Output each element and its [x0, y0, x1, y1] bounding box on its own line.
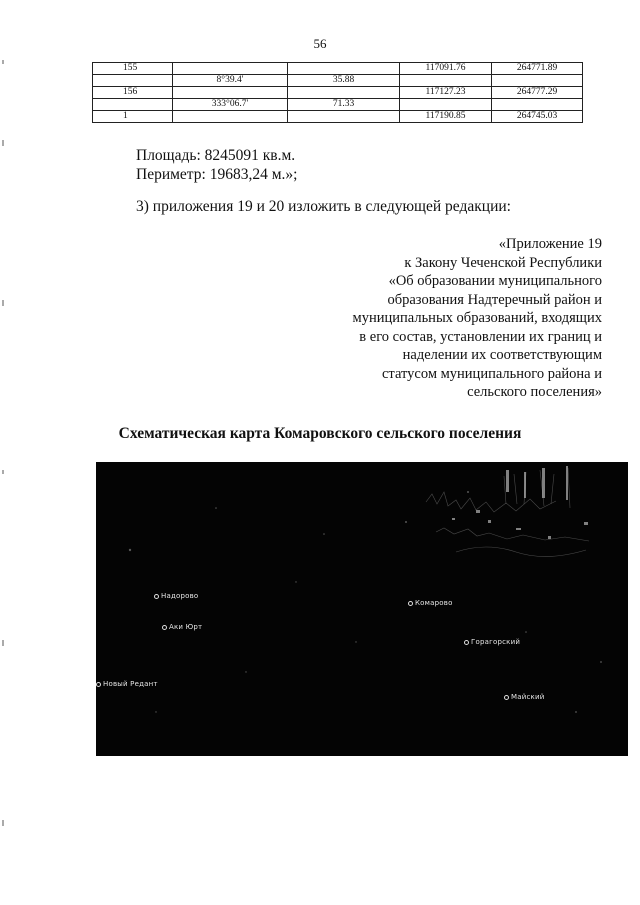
- settlement-marker-icon: [96, 682, 101, 687]
- table-cell-angle: [173, 111, 288, 123]
- map-label-nadorovo: [154, 592, 198, 600]
- settlement-name: Комарово: [415, 599, 453, 607]
- settlement-marker-icon: [464, 640, 469, 645]
- settlement-marker-icon: [162, 625, 167, 630]
- table-cell-y: 264745.03: [492, 111, 583, 123]
- perimeter-text: Периметр: 19683,24 м.»;: [136, 166, 298, 183]
- area-text: Площадь: 8245091 кв.м.: [136, 147, 296, 164]
- table-cell-y: 264777.29: [492, 87, 583, 99]
- map-label-komarovo: [408, 599, 453, 607]
- table-cell-distance: [288, 87, 400, 99]
- table-cell-angle: 8°39.4': [173, 75, 288, 87]
- annex-line: муниципальных образований, входящих: [352, 310, 602, 326]
- table-row: [93, 63, 583, 75]
- settlement-marker-icon: [154, 594, 159, 599]
- settlement-marker-icon: [504, 695, 509, 700]
- annex-line: «Приложение 19: [498, 236, 602, 252]
- table-cell-point: 156: [93, 87, 173, 99]
- annex-line: статусом муниципального района и: [382, 365, 602, 382]
- area-perimeter-block: [136, 146, 297, 184]
- schematic-map: [96, 462, 628, 756]
- table-cell-point: [93, 75, 173, 87]
- map-label-maysky: [504, 693, 544, 701]
- annex-line: к Закону Чеченской Республики: [404, 254, 602, 271]
- annex-line: образования Надтеречный район и: [387, 291, 602, 308]
- table-cell-x: [400, 99, 492, 111]
- table-cell-angle: [173, 87, 288, 99]
- scan-edge-marks: [2, 0, 6, 905]
- table-cell-distance: 71.33: [288, 99, 400, 111]
- table-row: [93, 87, 583, 99]
- table-cell-x: 117091.76: [400, 63, 492, 75]
- table-cell-x: [400, 75, 492, 87]
- table-cell-angle: 333°06.7': [173, 99, 288, 111]
- table-row: [93, 75, 583, 87]
- settlement-name: Аки Юрт: [169, 623, 203, 631]
- table-cell-y: [492, 75, 583, 87]
- annex-heading: [282, 235, 602, 402]
- table-cell-point: 155: [93, 63, 173, 75]
- table-cell-point: [93, 99, 173, 111]
- table-cell-angle: [173, 63, 288, 75]
- annex-line: в его состав, установлении их границ и: [359, 328, 602, 345]
- table-cell-distance: [288, 63, 400, 75]
- settlement-name: Новый Редант: [103, 680, 158, 688]
- map-title: Схематическая карта Комаровского сельского поселения: [118, 425, 522, 442]
- settlement-name: Майский: [511, 693, 545, 701]
- map-label-novy-redant: [96, 680, 158, 688]
- coordinate-table: [92, 62, 583, 123]
- page-number: 56: [313, 36, 327, 51]
- table-row: [93, 99, 583, 111]
- table-cell-x: 117127.23: [400, 87, 492, 99]
- settlement-name: Надорово: [161, 592, 199, 600]
- table-cell-x: 117190.85: [400, 111, 492, 123]
- map-label-goragorsky: [464, 638, 520, 646]
- table-row: [93, 111, 583, 123]
- table-cell-y: [492, 99, 583, 111]
- table-cell-distance: [288, 111, 400, 123]
- settlement-name: Горагорский: [471, 638, 521, 646]
- settlement-marker-icon: [408, 601, 413, 606]
- map-texture: [96, 462, 628, 756]
- table-cell-y: 264771.89: [492, 63, 583, 75]
- table-cell-point: 1: [93, 111, 173, 123]
- annex-line: наделении их соответствующим: [402, 347, 602, 363]
- map-label-aki-yurt: [162, 623, 202, 631]
- annex-line: «Об образовании муниципального: [388, 273, 602, 289]
- amendment-instruction: 3) приложения 19 и 20 изложить в следующей редакции:: [136, 198, 511, 215]
- annex-line: сельского поселения»: [467, 384, 602, 400]
- table-cell-distance: 35.88: [288, 75, 400, 87]
